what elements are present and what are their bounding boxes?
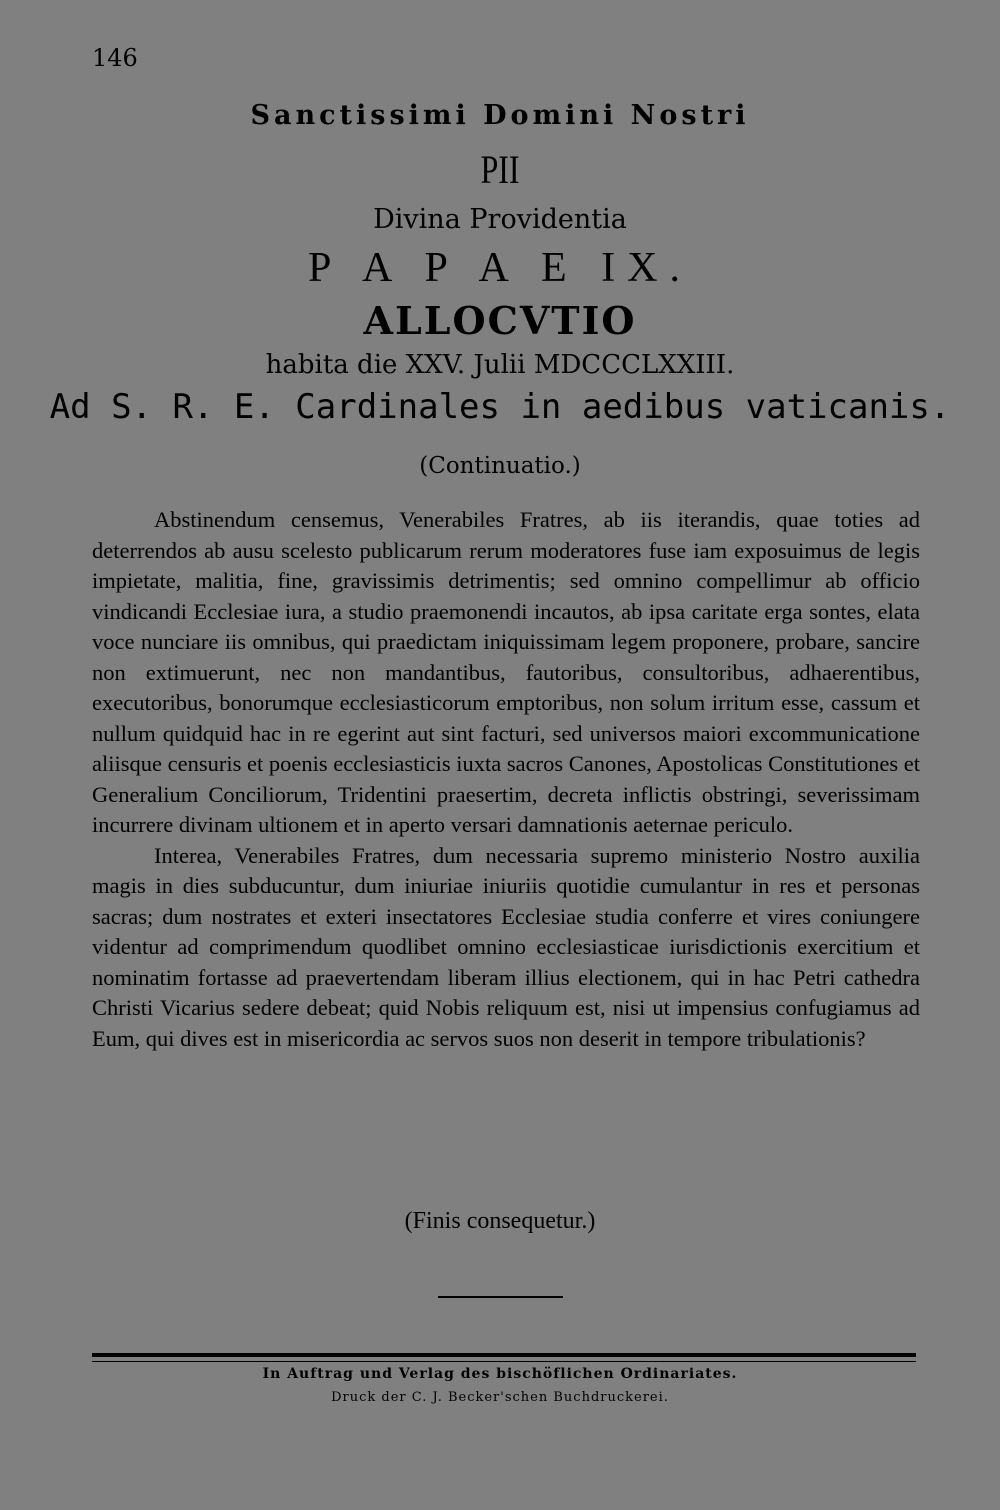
body-text (92, 505, 920, 1054)
heading-line-8: (Continuatio.) (419, 453, 581, 479)
paragraph-1: Abstinendum censemus, Venerabiles Fratres, ab iis iterandis, quae toties ad deterrendos ab ausu scelesto publicarum rerum moderatores fuse iam exposuimus de legis impietate, malitia, fine, gravissimis detrimentis; sed omnino compellimur ab officio vindicandi Ecclesiae iura, a studio praemonendi incautos, ab ipsa caritate erga sontes, elata voce nunciare iis omnibus, qui praedictam iniquissimam legem proponere, probare, sancire non extimuerunt, nec non mandantibus, fautoribus, consultoribus, adhaerentibus, executoribus, bonorumque ecclesiasticorum emptoribus, non solum irritum esse, cassum et nullum quidquid hac in re egerint aut sint facturi, sed universos maiori excommunicatione aliisque censuris et poenis ecclesiasticis iuxta sacros Canones, Apostolicas Constitutiones et Generalium Conciliorum, Tridentini praesertim, decreta inflictis obstringi, severissimam incurrere divinam ultionem et in aperto versari damnationis aeternae periculo. (92, 507, 920, 837)
heading-line-7: Ad S. R. E. Cardinales in aedibus vaticanis. (49, 387, 951, 427)
closing-note: (Finis consequetur.) (404, 1208, 596, 1234)
heading-line-4: P A P A E IX. (308, 245, 692, 291)
footer-printer: Druck der C. J. Becker'schen Buchdruckerei. (331, 1390, 669, 1405)
heading-line-3: Divina Providentia (373, 204, 627, 235)
separator-dash (438, 1296, 563, 1298)
heading-line-5: ALLOCVTIO (363, 298, 637, 343)
footer-publisher: In Auftrag und Verlag des bischöflichen Ordinariates. (262, 1366, 738, 1382)
footer-rule-thick (92, 1353, 916, 1357)
page-number: 146 (92, 44, 138, 72)
heading-line-6: habita die XXV. Julii MDCCCLXXIII. (265, 350, 735, 380)
heading-line-2: PII (480, 147, 520, 192)
paragraph-2: Interea, Venerabiles Fratres, dum necessaria supremo ministerio Nostro auxilia magis in dies subducuntur, dum iniuriae iniuriis quotidie cumulantur in res et personas sacras; dum nostrates et exteri insectatores Ecclesiae studia conferre et vires coniungere videntur ad comprimendum quodlibet omnino ecclesiasticae iurisdictionis exercitium et nominatim fortasse ad praevertendam liberam illius electionem, qui in hac Petri cathedra Christi Vicarius sedere debeat; quid Nobis reliquum est, nisi ut impensius confugiamus ad Eum, qui dives est in misericordia ac servos suos non deserit in tempore tribulationis? (92, 842, 920, 1051)
footer-rule-thin (92, 1361, 916, 1362)
heading-line-1: Sanctissimi Domini Nostri (250, 100, 750, 131)
